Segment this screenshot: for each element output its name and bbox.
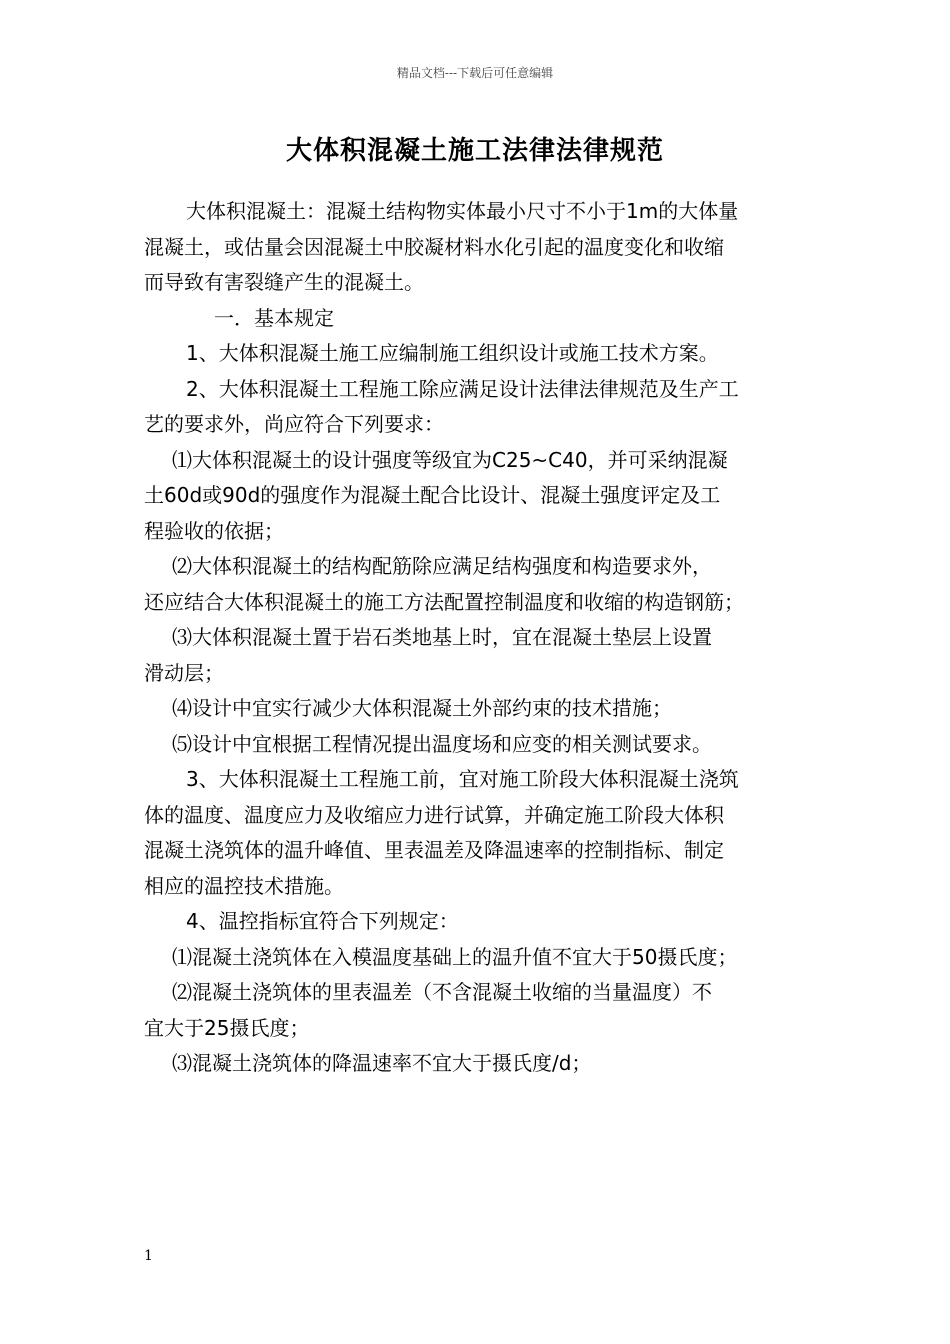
document-title: 大体积混凝土施工法律法律规范: [285, 136, 664, 166]
page-number: 1: [144, 1248, 153, 1264]
paragraph-item-3: [144, 762, 816, 904]
text-line: ⑵混凝土浇筑体的里表温差（不含混凝土收缩的当量温度）不: [172, 980, 712, 1004]
text-line: 大体积混凝土：混凝土结构物实体最小尺寸不小于1m的大体量: [186, 199, 739, 223]
text-line: 滑动层；: [144, 660, 224, 685]
text-line: 3、大体积混凝土工程施工前，宜对施工阶段大体积混凝土浇筑: [186, 767, 739, 791]
text-line: 土60d或90d的强度作为混凝土配合比设计、混凝土强度评定及工: [144, 483, 721, 507]
sub-item-2-2: [144, 549, 816, 620]
sub-item-2-4: ⑷设计中宜实行减少大体积混凝土外部约束的技术措施；: [172, 696, 672, 720]
sub-item-4-1: ⑴混凝土浇筑体在入模温度基础上的温升值不宜大于50摄氏度；: [172, 944, 738, 969]
text-line: 2、大体积混凝土工程施工除应满足设计法律法律规范及生产工: [186, 376, 739, 401]
text-line: ⑵大体积混凝土的结构配筋除应满足结构强度和构造要求外，: [172, 554, 712, 578]
sub-item-4-2: [144, 975, 816, 1046]
text-line: ⑶大体积混凝土置于岩石类地基上时，宜在混凝土垫层上设置: [172, 625, 712, 649]
sub-item-2-1: [144, 443, 816, 550]
sub-item-4-3: ⑶混凝土浇筑体的降温速率不宜大于摄氏度/d；: [172, 1051, 592, 1075]
paragraph-item-2: [144, 372, 816, 443]
section-heading: 一．基本规定: [214, 305, 334, 330]
text-line: ⑴大体积混凝土的设计强度等级宜为C25~C40，并可采纳混凝: [172, 447, 728, 472]
text-line: 艺的要求外，尚应符合下列要求：: [144, 412, 444, 436]
sub-item-2-3: [144, 620, 816, 691]
text-line: 混凝土，或估量会因混凝土中胶凝材料水化引起的温度变化和收缩: [144, 234, 724, 259]
text-line: 程验收的依据；: [144, 518, 284, 543]
document-body: [144, 194, 816, 1082]
paragraph-item-1: 1、大体积混凝土施工应编制施工组织设计或施工技术方案。: [186, 341, 719, 365]
paragraph-definition: [144, 194, 816, 301]
text-line: 相应的温控技术措施。: [144, 873, 344, 898]
text-line: 还应结合大体积混凝土的施工方法配置控制温度和收缩的构造钢筋；: [144, 589, 744, 614]
text-line: 而导致有害裂缝产生的混凝土。: [144, 270, 424, 294]
text-line: 混凝土浇筑体的温升峰值、里表温差及降温速率的控制指标、制定: [144, 838, 724, 862]
text-line: 宜大于25摄氏度；: [144, 1015, 310, 1040]
sub-item-2-5: ⑸设计中宜根据工程情况提出温度场和应变的相关测试要求。: [172, 731, 712, 756]
page-header: 精品文档---下载后可任意编辑: [396, 66, 554, 80]
text-line: 体的温度、温度应力及收缩应力进行试算，并确定施工阶段大体积: [144, 802, 724, 827]
paragraph-item-4: 4、温控指标宜符合下列规定：: [186, 909, 459, 933]
